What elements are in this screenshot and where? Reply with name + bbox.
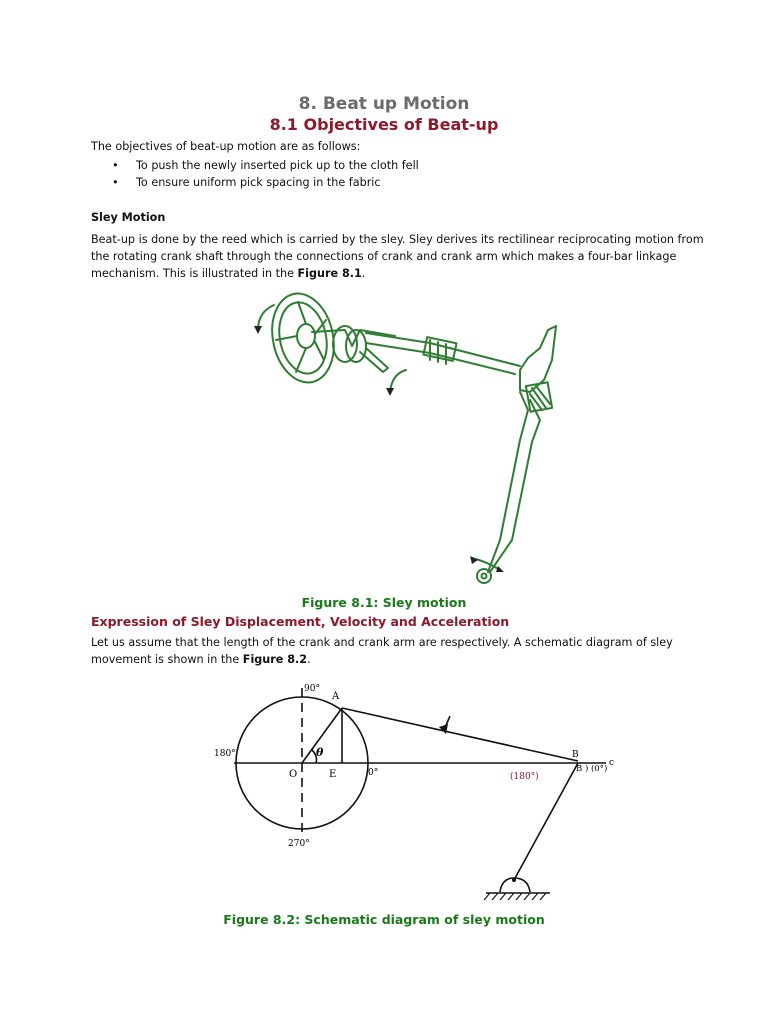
page-title: 8. Beat up Motion bbox=[298, 94, 470, 114]
arrow-head bbox=[496, 566, 504, 572]
paragraph-line: Beat-up is done by the reed which is carried by the sley. Sley derives its rectilinear reciprocating motion from bbox=[91, 233, 704, 246]
pivot-point bbox=[512, 878, 516, 882]
figure-reference: Figure 8.1 bbox=[297, 267, 362, 280]
label-e: E bbox=[329, 769, 337, 780]
bullet-item bbox=[112, 174, 381, 191]
section-heading: 8.1 Objectives of Beat-up bbox=[269, 115, 499, 134]
bullet-icon: • bbox=[112, 159, 119, 172]
arrow-head bbox=[439, 724, 448, 734]
paragraph-text: . bbox=[361, 267, 366, 280]
label-90: 90° bbox=[304, 684, 320, 694]
sley-sword bbox=[488, 392, 540, 572]
crank-hub bbox=[297, 324, 315, 348]
label-b: B bbox=[572, 750, 579, 760]
label-a: A bbox=[332, 691, 340, 702]
bullet-text: To push the newly inserted pick up to the cloth fell bbox=[136, 159, 419, 172]
expression-heading: Expression of Sley Displacement, Velocity and Acceleration bbox=[91, 614, 510, 629]
label-theta: θ bbox=[316, 746, 324, 759]
bullet-item bbox=[112, 157, 419, 174]
sword-pivot bbox=[477, 569, 491, 583]
expression-paragraph bbox=[91, 634, 721, 668]
bullet-text: To ensure uniform pick spacing in the fabric bbox=[136, 176, 381, 189]
paragraph-line: Let us assume that the length of the crank and crank arm are respectively. A schematic diagram of sley bbox=[91, 636, 673, 649]
label-0: 0° bbox=[368, 768, 379, 778]
label-270: 270° bbox=[288, 839, 310, 849]
arrow-head bbox=[386, 388, 394, 396]
paragraph-text: movement is shown in the bbox=[91, 653, 243, 666]
paragraph-line bbox=[91, 265, 721, 282]
label-c: c bbox=[609, 758, 615, 768]
crank-shaft-end bbox=[360, 348, 388, 372]
figure1-caption: Figure 8.1: Sley motion bbox=[301, 595, 467, 610]
label-180: 180° bbox=[214, 749, 236, 759]
paragraph-text: . bbox=[307, 653, 311, 666]
sley-motion-heading: Sley Motion bbox=[91, 211, 166, 224]
schematic-figure bbox=[200, 678, 620, 904]
arrow-head bbox=[470, 556, 478, 564]
sley-top bbox=[520, 326, 556, 392]
sley-paragraph bbox=[91, 231, 721, 282]
ground-hatch bbox=[484, 893, 546, 900]
label-b-0: B ) (0°) bbox=[576, 764, 608, 774]
figure2-caption: Figure 8.2: Schematic diagram of sley motion bbox=[223, 912, 545, 927]
sley-mechanism-figure bbox=[250, 288, 570, 588]
connecting-rod-ab bbox=[342, 708, 578, 761]
paragraph-text: mechanism. This is illustrated in the bbox=[91, 267, 298, 280]
label-b-180: (180°) bbox=[510, 772, 539, 782]
label-o: O bbox=[289, 769, 298, 780]
crank-arm bbox=[366, 333, 520, 374]
paragraph-line: the rotating crank shaft through the connections of crank and crank arm which makes a four-bar linkage bbox=[91, 250, 677, 263]
arrow-head bbox=[254, 326, 262, 334]
figure-reference: Figure 8.2 bbox=[242, 653, 308, 666]
intro-text: The objectives of beat-up motion are as follows: bbox=[91, 140, 361, 153]
paragraph-line bbox=[91, 651, 721, 668]
sword-pivot-center bbox=[482, 574, 487, 579]
bullet-icon: • bbox=[112, 176, 119, 189]
